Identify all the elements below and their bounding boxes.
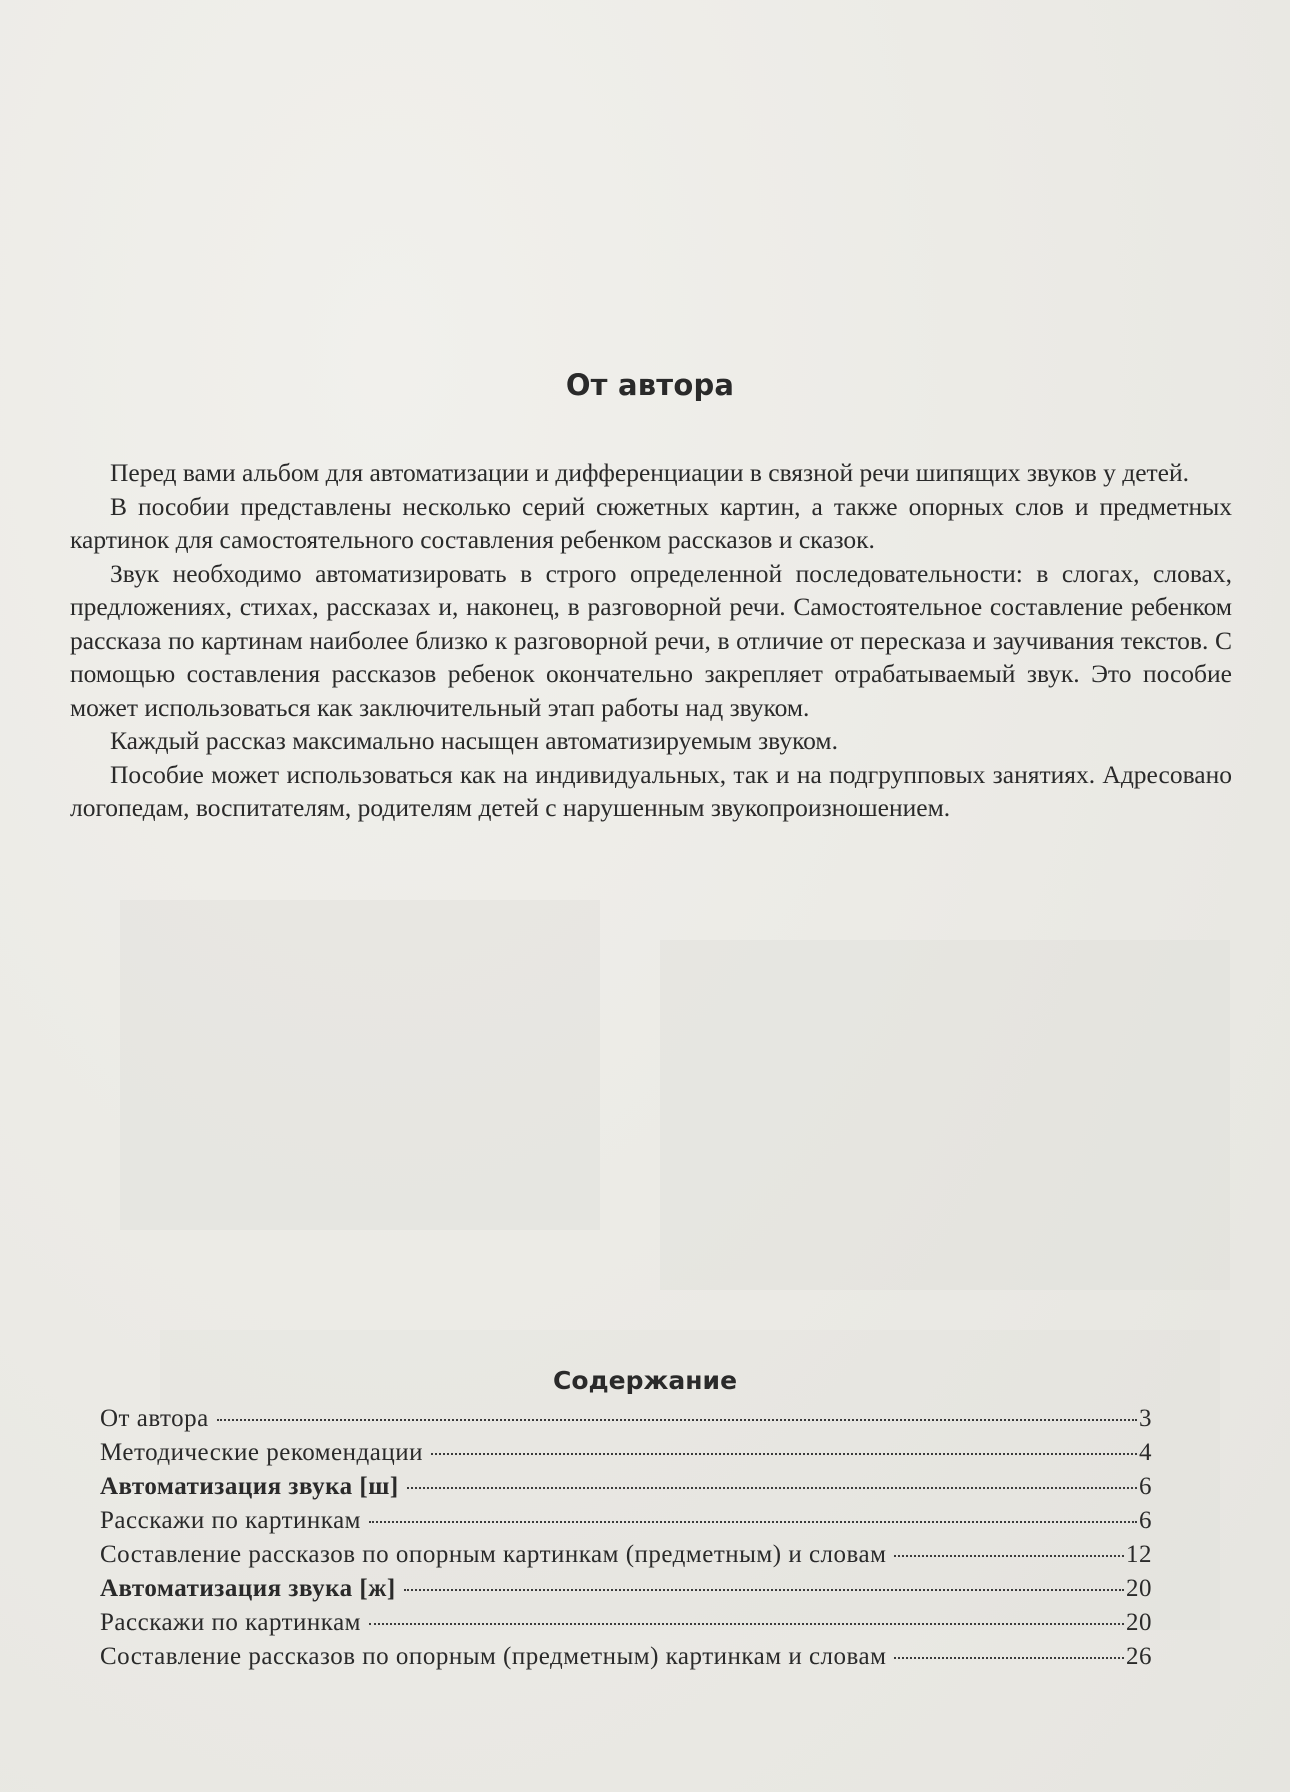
toc-dot-leader [404,1589,1124,1591]
toc-entry-label: Методические рекомендации [100,1439,423,1466]
toc-entry-label: Автоматизация звука [ж] [100,1575,396,1602]
toc-entry [100,1572,1152,1606]
toc-dot-leader [894,1657,1124,1659]
toc-dot-leader [369,1521,1137,1523]
toc-entry-page-number: 26 [1126,1643,1152,1670]
toc-entry-label: Расскажи по картинкам [100,1507,361,1534]
toc-entry-page-number: 20 [1126,1575,1152,1602]
toc-entry-page-number: 4 [1139,1439,1152,1466]
toc-entry-label: От автора [100,1405,209,1432]
toc-dot-leader [369,1623,1124,1625]
toc-entry-label: Составление рассказов по опорным картинкам (предметным) и словам [100,1541,887,1568]
toc-entry [100,1402,1152,1436]
toc-dot-leader [407,1487,1137,1489]
toc-entry-page-number: 12 [1126,1541,1152,1568]
toc-entry-label: Расскажи по картинкам [100,1609,361,1636]
toc-entry [100,1606,1152,1640]
paragraph: Перед вами альбом для автоматизации и дифференциации в связной речи шипящих звуков у детей. [110,458,1190,487]
toc-entry-label: Автоматизация звука [ш] [100,1473,399,1500]
toc-entry-page-number: 6 [1139,1507,1152,1534]
toc-dot-leader [894,1555,1124,1557]
contents-heading: Содержание [552,1366,738,1395]
page-title: От автора [565,368,735,402]
toc-entry [100,1640,1152,1674]
toc-entry-page-number: 6 [1139,1473,1152,1500]
toc-entry [100,1470,1152,1504]
author-preface [70,456,1232,825]
paragraph: Звук необходимо автоматизировать в строго определенной последовательности: в слогах, словах, предложениях, стихах, рассказах и, наконец, в разговорной речи. Самостоятельное составление ребенком рассказа по картинам наиболее близко к разговорной речи, в отличие от пересказа и заучивания текстов. С помощью составления рассказов ребенок окончательно закрепляет отрабатываемый звук. Это пособие может использоваться как заключительный этап работы над звуком. [70,558,1232,722]
toc-entry-page-number: 20 [1126,1609,1152,1636]
toc-entry [100,1538,1152,1572]
paragraph: Пособие может использоваться как на индивидуальных, так и на подгрупповых занятиях. Адресовано логопедам, воспитателям, родителям детей с нарушенным звукопроизношением. [70,759,1232,822]
toc-entry-page-number: 3 [1139,1405,1152,1432]
table-of-contents [100,1402,1152,1674]
toc-dot-leader [217,1419,1137,1421]
toc-entry [100,1504,1152,1538]
paragraph: Каждый рассказ максимально насыщен автоматизируемым звуком. [110,726,838,755]
toc-entry-label: Составление рассказов по опорным (предметным) картинкам и словам [100,1643,887,1670]
toc-entry [100,1436,1152,1470]
paragraph: В пособии представлены несколько серий сюжетных картин, а также опорных слов и предметных картинок для самостоятельного составления ребенком рассказов и сказок. [70,491,1232,554]
toc-dot-leader [431,1453,1137,1455]
